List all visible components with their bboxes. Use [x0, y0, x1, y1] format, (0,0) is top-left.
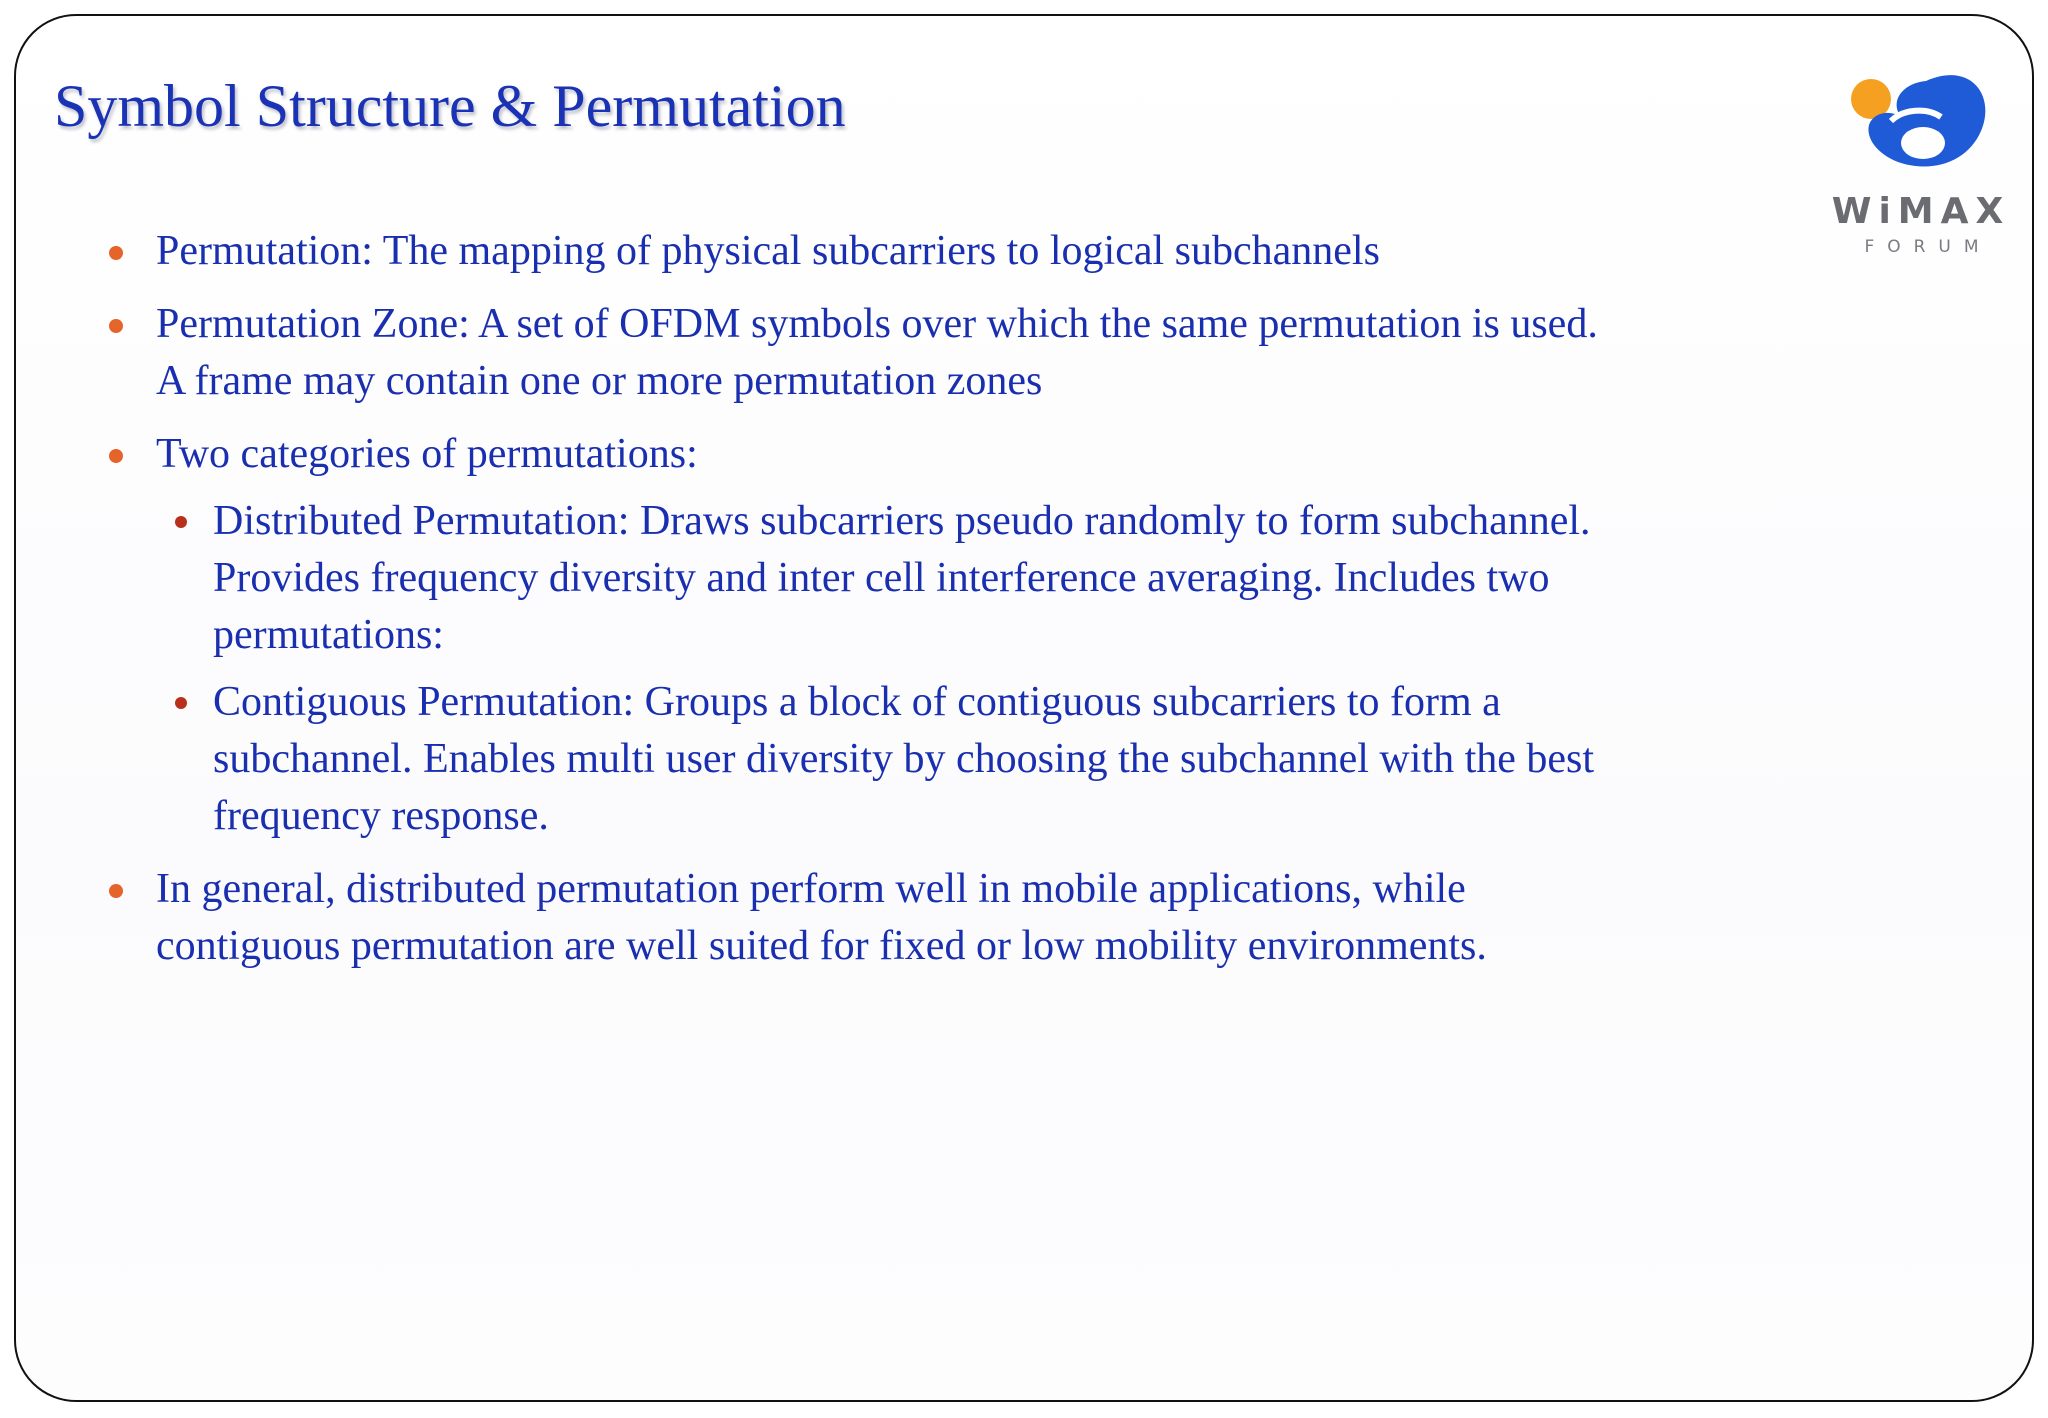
sub-bullet-dot-icon — [175, 697, 187, 709]
wimax-logo-icon — [1831, 61, 2011, 191]
sub-bullet-text-line: Distributed Permutation: Draws subcarriers pseudo randomly to form subchannel. — [213, 498, 1591, 544]
slide — [14, 14, 2034, 1402]
bullet-text-line: Permutation Zone: A set of OFDM symbols over which the same permutation is used. — [156, 301, 1598, 347]
sub-bullet-item — [213, 493, 1813, 664]
bullet-text: Two categories of permutations: — [156, 431, 698, 477]
bullet-item — [156, 223, 1796, 280]
sub-bullet-dot-icon — [175, 516, 187, 528]
sub-bullet-text-line: Contiguous Permutation: Groups a block of contiguous subcarriers to form a — [213, 679, 1501, 725]
sub-bullet-text-line: frequency response. — [213, 793, 549, 839]
sub-bullet-item — [213, 674, 1813, 845]
logo-subtext: FORUM — [1864, 237, 1992, 257]
bullet-text-line: contiguous permutation are well suited for fixed or low mobility environments. — [156, 923, 1487, 969]
bullet-text-line: A frame may contain one or more permutation zones — [156, 358, 1043, 404]
logo-wordmark: WiMAX — [1831, 191, 2011, 232]
sub-bullet-text-line: permutations: — [213, 612, 444, 658]
slide-title: Symbol Structure & Permutation — [54, 73, 846, 139]
bullet-item — [156, 861, 1796, 975]
wimax-forum-logo — [1831, 61, 2011, 271]
sub-bullet-text-line: Provides frequency diversity and inter cell interference averaging. Includes two — [213, 555, 1550, 601]
bullet-dot-icon — [109, 246, 123, 260]
bullet-dot-icon — [109, 449, 123, 463]
sub-bullet-text-line: subchannel. Enables multi user diversity by choosing the subchannel with the best — [213, 736, 1595, 782]
bullet-text-line: In general, distributed permutation perform well in mobile applications, while — [156, 866, 1466, 912]
bullet-item — [156, 426, 1796, 483]
bullet-text: Permutation: The mapping of physical subcarriers to logical subchannels — [156, 228, 1380, 274]
bullet-item — [156, 296, 1796, 410]
bullet-dot-icon — [109, 319, 123, 333]
bullet-dot-icon — [109, 884, 123, 898]
